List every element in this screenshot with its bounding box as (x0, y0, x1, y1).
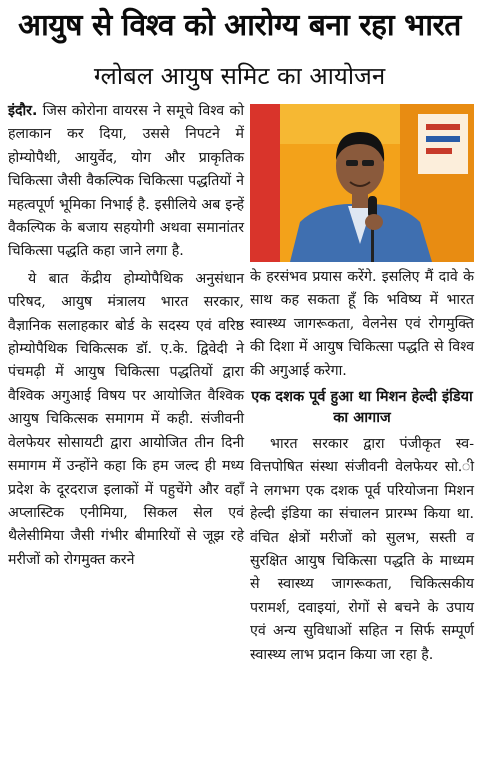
article-column-right (250, 266, 474, 671)
article-column-left (8, 100, 244, 576)
article-paragraph: के हरसंभव प्रयास करेंगे. इसलिए मैं दावे के साथ कह सकता हूँ कि भविष्य में भारत स्वास्थ्य जागरूकता, वेलनेस एवं रोगमुक्ति की दिशा में आयुष चिकित्सा पद्धति से विश्व की अगुआई करेगा. (250, 269, 474, 379)
dateline: इंदौर. (8, 103, 38, 119)
section-heading: एक दशक पूर्व हुआ था मिशन हेल्दी इंडिया का आगाज (251, 389, 473, 427)
article-paragraph: ये बात केंद्रीय होम्योपैथिक अनुसंधान परिषद, आयुष मंत्रालय भारत सरकार, वैज्ञानिक सलाहकार बोर्ड के सदस्य एवं वरिष्ठ होम्योपैथिक चिकित्सक डॉ. ए.के. द्विवेदी ने पंचमढ़ी में आयुष चिकित्सा पद्धतियों द्वारा वैश्विक अगुआई विषय पर आयोजित वैश्विक आयुष चिकित्सक समागम में कही. संजीवनी वेलफेयर सोसायटी द्वारा आयोजित तीन दिनी समागम में उन्होंने कहा कि हम जल्द ही मध्य प्रदेश के दूरदराज इलाकों में पहुचेंगे और वहाँ अप्लास्टिक एनीमिया, सिकल सेल एवं थैलेसीमिया जैसी गंभीर बीमारियों से जूझ रहे मरीजों को रोगमुक्त करने (8, 270, 244, 568)
paragraph-text: जिस कोरोना वायरस ने समूचे विश्व को हलाकान कर दिया, उससे निपटने में होम्योपैथी, आयुर्वेद, योग और प्राकृतिक चिकित्सा जैसी वैकल्पिक चिकित्सा पद्धतियों ने महत्वपूर्ण भूमिका निभाई है. इसीलिये अब इन्हें वैकल्पिक के बजाय सहयोगी अथवा समानांतर चिकित्सा पद्धति कहा जाने लगा है. (8, 103, 244, 260)
article-paragraph (8, 100, 244, 264)
speaker-photo-icon (250, 104, 474, 262)
subheadline: ग्लोबल आयुष समिट का आयोजन (93, 62, 386, 90)
headline: आयुष से विश्व को आरोग्य बना रहा भारत (18, 8, 461, 43)
speaker-photo (250, 104, 474, 262)
article-paragraph: भारत सरकार द्वारा पंजीकृत स्व-वित्तपोषित संस्था संजीवनी वेलफेयर सो.ी ने लगभग एक दशक पूर्व परियोजना मिशन हेल्दी इंडिया का संचालन प्रारम्भ किया था. वंचित क्षेत्रों मरीजों को सुलभ, सस्ती व सुरक्षित आयुष चिकित्सा पद्धति के माध्यम से स्वास्थ्य जागरूकता, चिकित्सकीय परामर्श, दवाइयां, रोगों से बचने के उपाय एवं अन्य सुविधाओं सहित न सिर्फ सम्पूर्ण स्वास्थ्य लाभ प्रदान किया जा रहा है. (250, 436, 474, 663)
